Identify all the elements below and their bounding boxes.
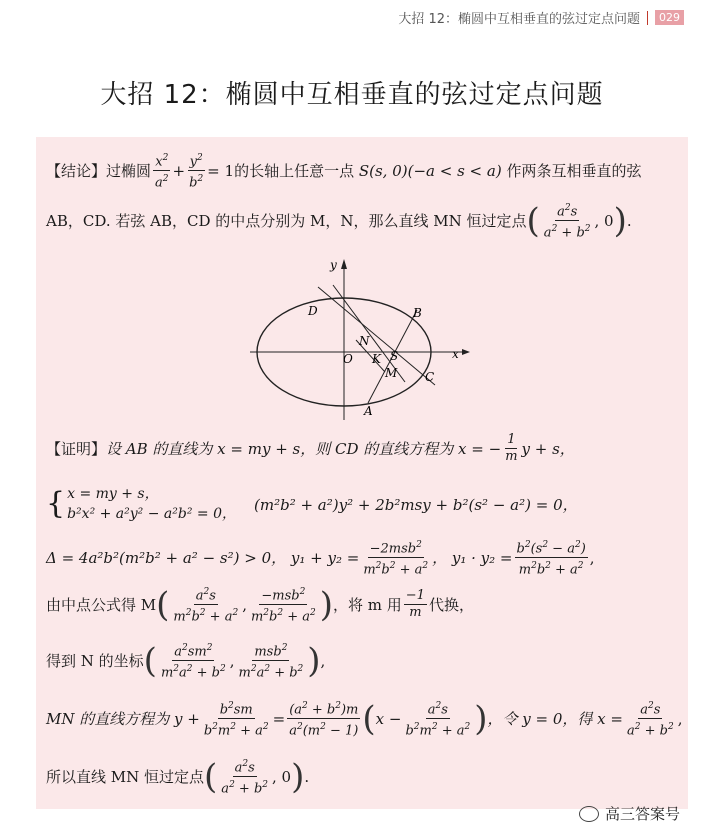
- mn-line-text: MN 的直线方程为 y +: [46, 710, 200, 729]
- wechat-icon: [579, 806, 599, 822]
- discriminant: Δ = 4a²b²(m²b² + a² − s²) > 0， y₁ + y₂ =: [46, 549, 360, 568]
- label-m: M: [385, 366, 398, 380]
- midpoint-text: 由中点公式得 M: [46, 596, 157, 615]
- label-k: K: [372, 352, 381, 366]
- proof-line-1b: y + s，: [521, 440, 575, 458]
- proof-line-5: 得到 N 的坐标 ( $\frac{a^2sm^2}{m^2a^2 + b^2}$ , $\frac{msb^2}{m^2a^2 + b^2}$ ) ,: [46, 640, 326, 681]
- ellipse-diagram: [240, 255, 480, 425]
- replace-text-2: 代换，: [428, 596, 474, 615]
- proof-line-3: Δ = 4a²b²(m²b² + a² − s²) > 0， y₁ + y₂ = $\frac{-2msb^2}{m^2b^2 + a^2}$ ， y₁ · y₂ = $\frac{b^2(s^2 - a^2)}{m^2b^2 + a^2}$ ,: [46, 537, 595, 579]
- formula-y2b2: $\frac{y^2}{b^2}$: [187, 150, 205, 192]
- chapter-title: 大招 12：椭圆中互相垂直的弦过定点问题: [398, 12, 640, 27]
- label-s: S: [390, 349, 399, 363]
- label-x: x: [452, 347, 459, 361]
- n-coord-text: 得到 N 的坐标: [46, 652, 144, 671]
- proof-line-6: MN 的直线方程为 y + $\frac{b^2sm}{b^2m^2 + a^2}$ = $\frac{(a^2 + b^2)m}{a^2(m^2 - 1)}$ ( x − $\frac{a^2s}{b^2m^2 + a^2}$ ) ，令 y = 0，得 x = $\frac{a^2s}{a^2 + b^2}$ ,: [46, 698, 683, 739]
- label-d: D: [308, 304, 318, 318]
- conclusion-text-2: 的长轴上任意一点: [234, 162, 355, 181]
- proof-line-2: { x = my + s， b²x² + a²y² − a²b² = 0， (m²b² + a²)y² + 2b²msy + b²(s² − a²) = 0，: [46, 486, 578, 522]
- final-text: 所以直线 MN 恒过定点: [46, 768, 205, 787]
- label-n: N: [359, 334, 370, 348]
- conclusion-line-1: 【结论】 过椭圆 $\frac{x^2}{a^2}$ + $\frac{y^2}{b^2}$ = 1 的长轴上任意一点 S(s, 0)(−a < s < a) 作两条互相垂直的弦: [46, 150, 641, 192]
- conclusion-tag: 【结论】: [46, 162, 107, 181]
- quadratic-eq: (m²b² + a²)y² + 2b²msy + b²(s² − a²) = 0，: [254, 495, 578, 514]
- page-title: 大招 12：椭圆中互相垂直的弦过定点问题: [100, 80, 604, 110]
- proof-line-7: 所以直线 MN 恒过定点 ( $\frac{a^2s}{a^2 + b^2}$ , 0 ) .: [46, 756, 310, 797]
- replace-text: ，将 m 用: [333, 596, 402, 615]
- proof-line-1a: 设 AB 的直线为 x = my + s，则 CD 的直线方程为 x = −: [106, 440, 502, 458]
- proof-tag: 【证明】: [46, 440, 107, 458]
- label-c: C: [425, 370, 435, 384]
- conclusion-text-4: AB，CD. 若弦 AB，CD 的中点分别为 M，N，那么直线 MN 恒过定点: [46, 212, 527, 231]
- system-eq-1: x = my + s，: [67, 486, 159, 502]
- page-number: 029: [655, 10, 684, 25]
- formula-x2a2: $\frac{x^2}{a^2}$: [153, 150, 171, 192]
- running-header: [398, 8, 684, 27]
- label-a: A: [364, 404, 373, 418]
- watermark: [579, 803, 680, 824]
- set-y-text: ，令 y = 0，得 x =: [487, 710, 623, 729]
- conclusion-text-3: 作两条互相垂直的弦: [506, 162, 642, 181]
- watermark-text: 高三答案号: [604, 805, 680, 823]
- proof-line-1: 【证明】 设 AB 的直线为 x = my + s，则 CD 的直线方程为 x = − $\frac{1}{m}$ y + s，: [46, 432, 575, 464]
- header-divider: [647, 11, 648, 25]
- label-y: y: [330, 258, 337, 272]
- conclusion-line-2: AB，CD. 若弦 AB，CD 的中点分别为 M，N，那么直线 MN 恒过定点 ( $\frac{a^2s}{a^2 + b^2}$ , 0 ) .: [46, 200, 632, 241]
- label-b: B: [413, 306, 422, 320]
- point-s: S(s, 0)(−a < s < a): [354, 161, 507, 180]
- conclusion-text-1: 过椭圆: [106, 162, 152, 181]
- system-eq-2: b²x² + a²y² − a²b² = 0，: [67, 506, 236, 522]
- product-label: ， y₁ · y₂ =: [432, 549, 513, 568]
- proof-line-4: 由中点公式得 M ( $\frac{a^2s}{m^2b^2 + a^2}$ , $\frac{-msb^2}{m^2b^2 + a^2}$ ) ，将 m 用 $\frac{-1}{m}$ 代换，: [46, 584, 474, 625]
- label-o: O: [343, 352, 353, 366]
